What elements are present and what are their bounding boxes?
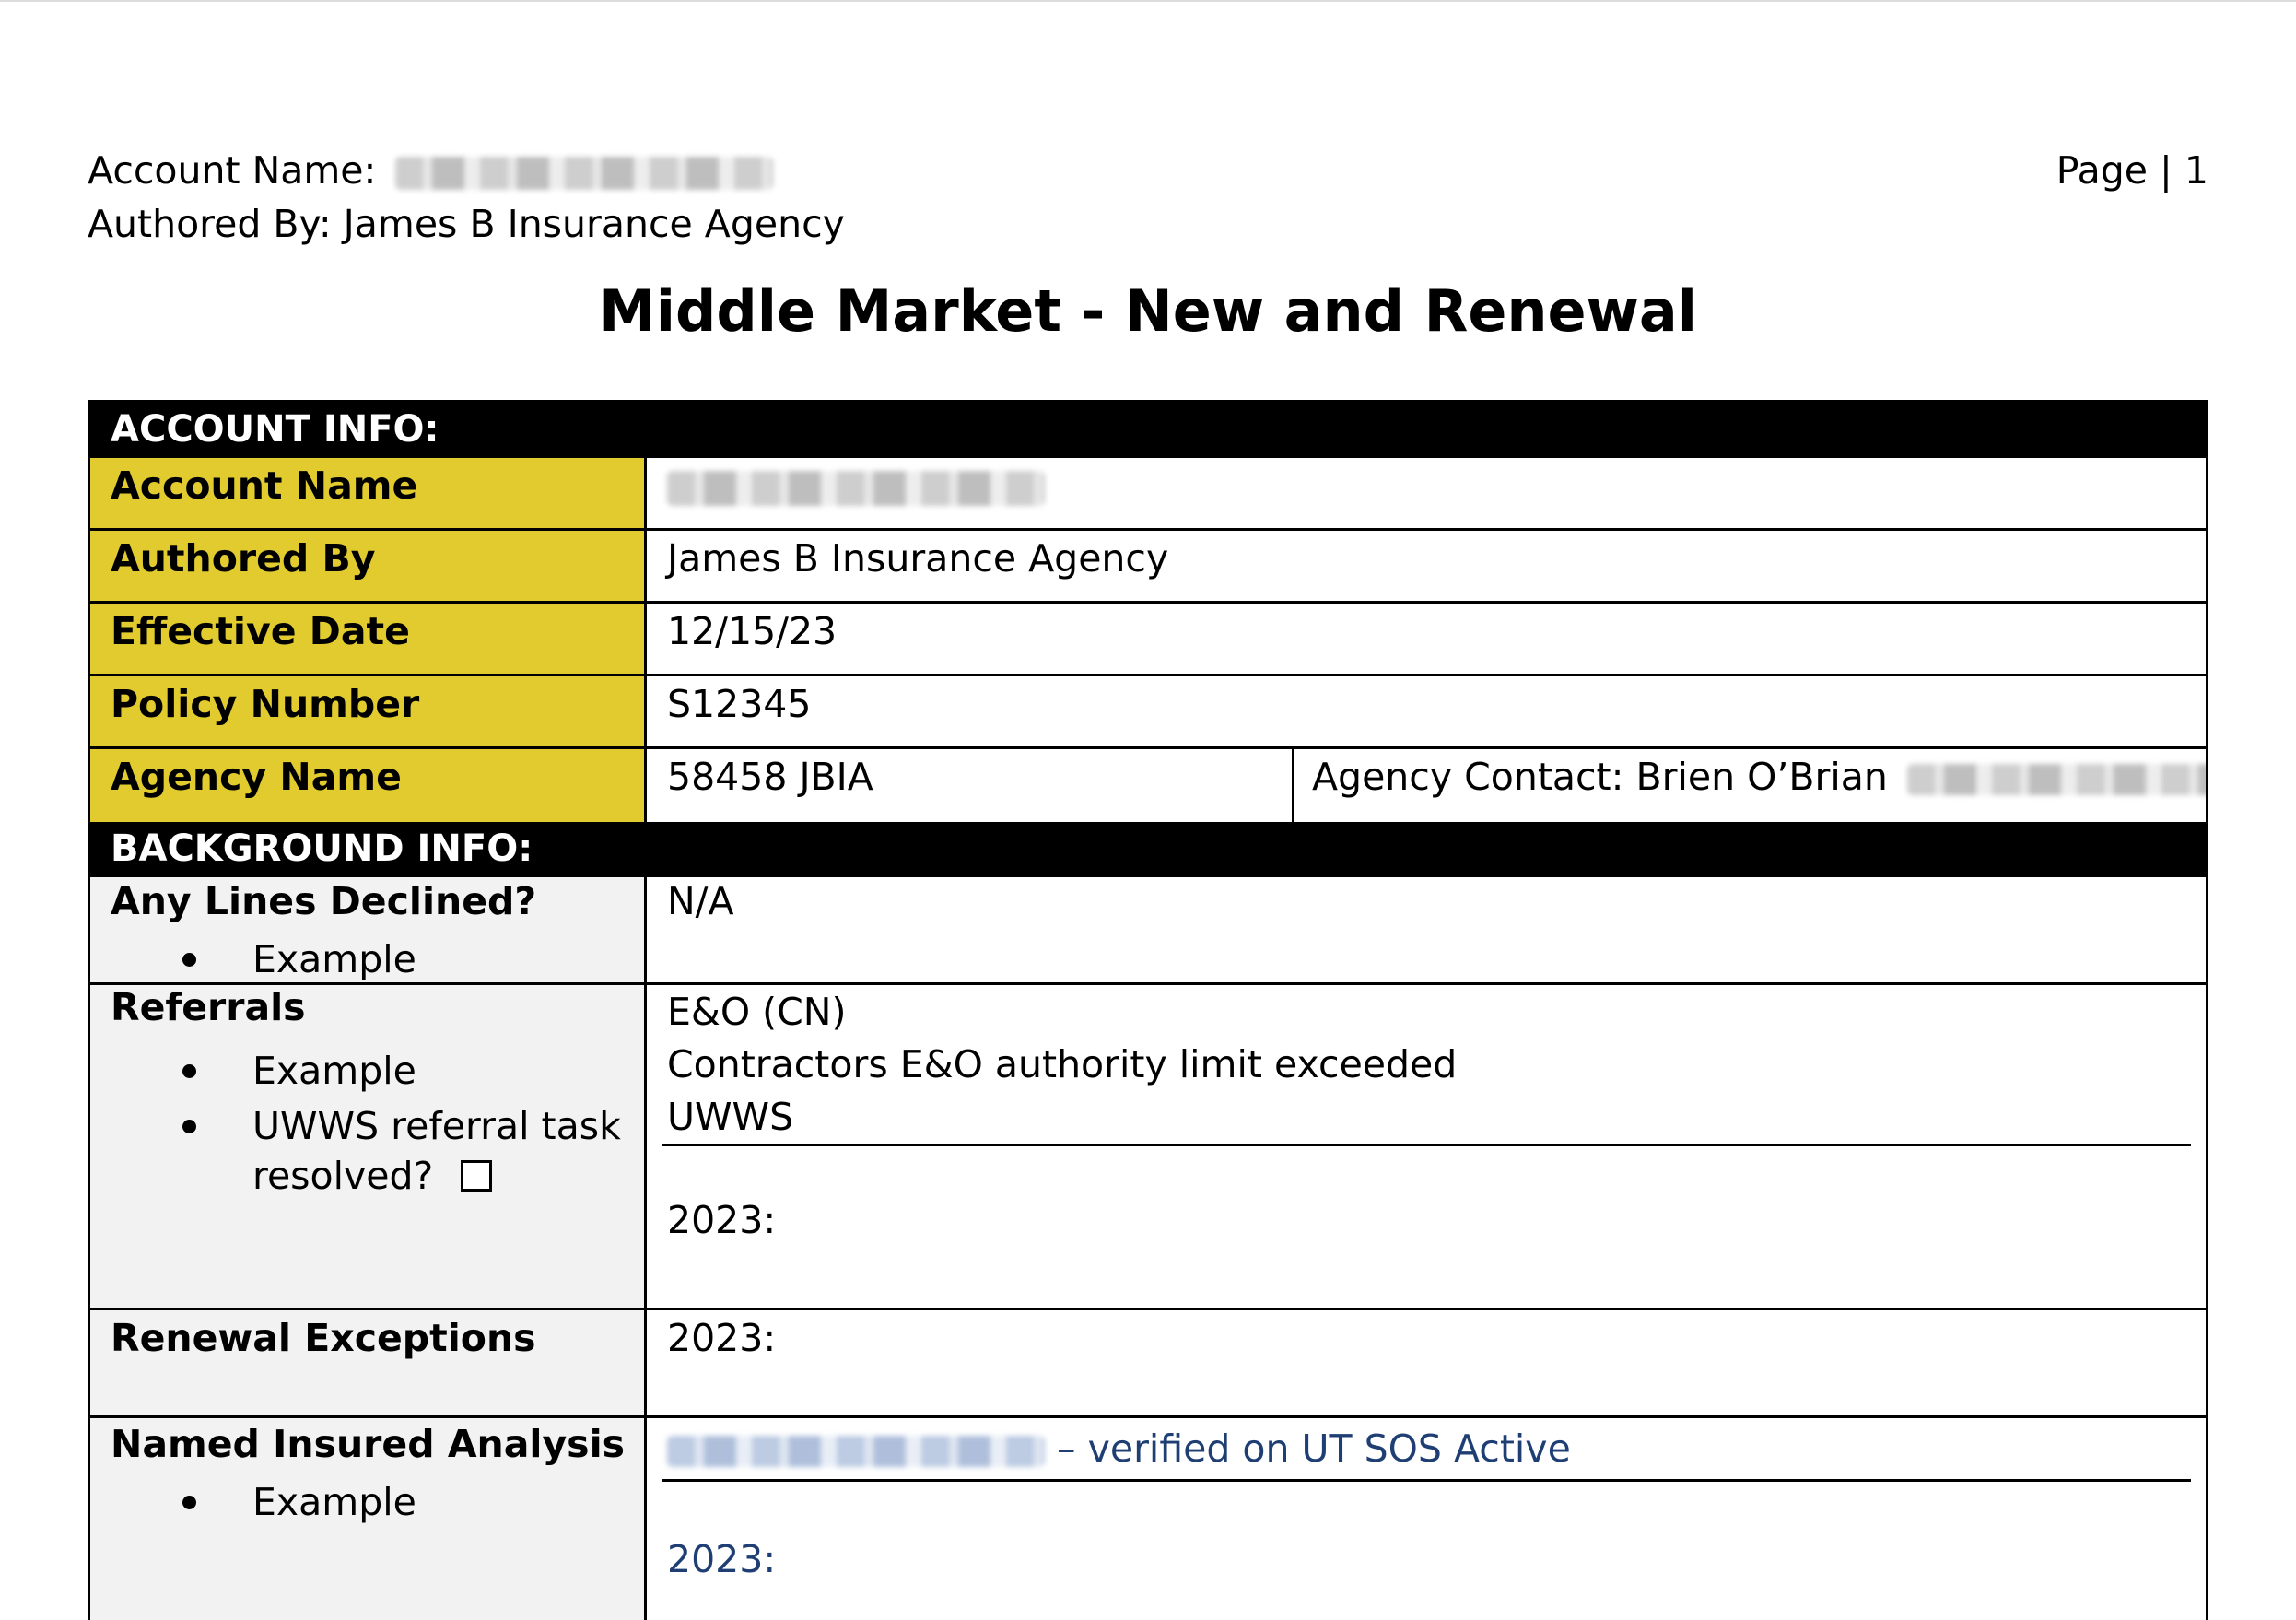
- value-lines-declined: N/A: [667, 879, 734, 923]
- header-account-name: [88, 144, 773, 197]
- bullet-text: UWWS referral task: [252, 1104, 621, 1148]
- label-effective-date: Effective Date: [111, 609, 410, 653]
- bullet-icon: [182, 1496, 196, 1509]
- top-border: [0, 0, 2296, 2]
- horizontal-rule: [662, 1144, 2191, 1146]
- agency-cell-divider: [1292, 749, 1294, 822]
- redacted-account-name: [395, 157, 773, 190]
- info-table: [88, 400, 2208, 1620]
- value-effective-date: 12/15/23: [667, 609, 838, 653]
- renewal-exceptions-year: 2023:: [667, 1316, 777, 1360]
- verified-text: – verified on UT SOS Active: [1057, 1426, 1571, 1471]
- label-named-insured: Named Insured Analysis: [111, 1422, 626, 1466]
- row-agency-name: [90, 749, 2206, 822]
- bullet-icon: [182, 953, 196, 967]
- bullet-icon: [182, 1120, 196, 1133]
- label-lines-declined: Any Lines Declined?: [111, 879, 537, 923]
- named-insured-verified: [667, 1422, 1571, 1475]
- section-background-info: BACKGROUND INFO:: [90, 822, 2206, 877]
- header-authored-by: Authored By: James B Insurance Agency: [88, 202, 845, 246]
- row-authored-by: [90, 531, 2206, 604]
- row-account-name: [90, 458, 2206, 531]
- label-referrals: Referrals: [111, 985, 306, 1029]
- redacted-account-name-value: [667, 471, 1045, 506]
- agency-contact: [1312, 755, 2208, 799]
- horizontal-rule: [662, 1479, 2191, 1482]
- redacted-named-insured: [667, 1436, 1045, 1467]
- referral-line: UWWS: [667, 1095, 794, 1139]
- label-agency-name: Agency Name: [111, 755, 402, 799]
- redacted-agency-contact: [1907, 764, 2208, 795]
- label-policy-number: Policy Number: [111, 682, 420, 726]
- value-agency-name: 58458 JBIA: [667, 755, 873, 799]
- value-authored-by: James B Insurance Agency: [667, 536, 1169, 581]
- resolved-checkbox[interactable]: [461, 1160, 492, 1192]
- bullet-text: Example: [252, 937, 416, 981]
- bullet-text: Example: [252, 1049, 416, 1093]
- row-referrals: [90, 985, 2206, 1310]
- section-account-info: ACCOUNT INFO:: [90, 403, 2206, 458]
- page-number: Page | 1: [2056, 148, 2208, 193]
- row-effective-date: [90, 604, 2206, 676]
- label-renewal-exceptions: Renewal Exceptions: [111, 1316, 536, 1360]
- label-account-name: Account Name: [111, 464, 418, 508]
- bullet-icon: [182, 1064, 196, 1078]
- row-policy-number: [90, 676, 2206, 749]
- agency-contact-text: Agency Contact: Brien O’Brian: [1312, 755, 1888, 799]
- row-named-insured: [90, 1418, 2206, 1620]
- referrals-year: 2023:: [667, 1198, 777, 1242]
- named-insured-year: 2023:: [667, 1537, 777, 1581]
- bullet-text: Example: [252, 1480, 416, 1524]
- row-lines-declined: [90, 877, 2206, 985]
- referral-line: Contractors E&O authority limit exceeded: [667, 1042, 1458, 1086]
- header-account-name-label: Account Name:: [88, 148, 377, 193]
- referral-line: E&O (CN): [667, 990, 847, 1034]
- bullet-text: resolved?: [252, 1154, 434, 1198]
- document-title: Middle Market - New and Renewal: [599, 277, 1697, 345]
- row-renewal-exceptions: [90, 1310, 2206, 1418]
- label-authored-by: Authored By: [111, 536, 376, 581]
- value-policy-number: S12345: [667, 682, 812, 726]
